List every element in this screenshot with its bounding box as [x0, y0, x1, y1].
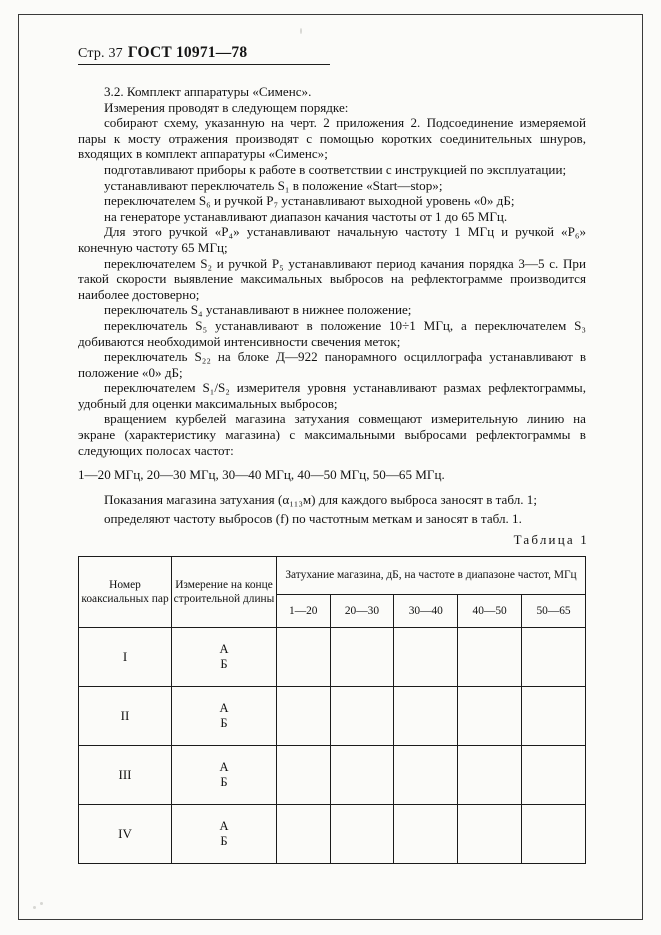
- header-cell-pair-number: Номер коаксиальных пар: [79, 557, 172, 628]
- cell-value-band-5[interactable]: [522, 628, 586, 687]
- header-cell-band-3: 30—40: [394, 594, 458, 627]
- cell-pair-number: II: [79, 687, 172, 746]
- cell-measurement-end: А Б: [172, 805, 277, 864]
- cell-value-band-5[interactable]: [522, 805, 586, 864]
- table-header-row-1: [79, 557, 586, 595]
- cell-value-band-5[interactable]: [522, 746, 586, 805]
- cell-value-band-3[interactable]: [394, 628, 458, 687]
- cell-value-band-4[interactable]: [458, 687, 522, 746]
- cell-value-band-3[interactable]: [394, 746, 458, 805]
- cell-value-band-1[interactable]: [277, 805, 331, 864]
- table-caption: Таблица 1: [513, 532, 589, 547]
- paragraph-17: определяют частоту выбросов (f) по частотным меткам и заносят в табл. 1.: [104, 511, 522, 527]
- page-header: [78, 44, 247, 62]
- cell-value-band-4[interactable]: [458, 628, 522, 687]
- header-cell-band-5: 50—65: [522, 594, 586, 627]
- cell-value-band-1[interactable]: [277, 687, 331, 746]
- page-number-label: Стр. 37: [78, 46, 123, 61]
- cell-value-band-1[interactable]: [277, 746, 331, 805]
- table-row: [79, 687, 586, 746]
- cell-value-band-3[interactable]: [394, 805, 458, 864]
- cell-measurement-end: А Б: [172, 746, 277, 805]
- scan-speck: [40, 902, 43, 905]
- header-rule: [78, 64, 330, 65]
- measurement-table: [78, 556, 586, 864]
- cell-measurement-end: А Б: [172, 687, 277, 746]
- cell-value-band-2[interactable]: [330, 628, 394, 687]
- header-cell-attenuation-group: Затухание магазина, дБ, на частоте в диапазоне частот, МГц: [277, 557, 586, 595]
- scan-speck: [33, 906, 36, 909]
- paragraph-16: Показания магазина затухания (α₁₁₃м) для каждого выброса заносят в табл. 1;: [104, 491, 537, 507]
- cell-value-band-3[interactable]: [394, 687, 458, 746]
- body-text: [78, 84, 586, 527]
- standard-label: ГОСТ 10971—78: [127, 44, 248, 61]
- cell-value-band-2[interactable]: [330, 687, 394, 746]
- cell-pair-number: I: [79, 628, 172, 687]
- paragraph-2: Измерения проводят в следующем порядке:: [104, 99, 349, 115]
- cell-value-band-2[interactable]: [330, 746, 394, 805]
- paragraph-15: 1—20 МГц, 20—30 МГц, 30—40 МГц, 40—50 МГц, 50—65 МГц.: [78, 467, 445, 483]
- header-cell-measurement-end: Измерение на конце строительной длины: [172, 557, 277, 628]
- cell-pair-number: IV: [79, 805, 172, 864]
- scan-speck: [300, 28, 302, 34]
- paragraph-1: 3.2. Комплект аппаратуры «Сименс».: [104, 84, 312, 99]
- paragraph-10: переключатель S₄ устанавливают в нижнее положение;: [104, 302, 412, 318]
- cell-value-band-4[interactable]: [458, 805, 522, 864]
- paragraph-3: собирают схему, указанную на черт. 2 приложения 2. Подсоединение измеряемой пары к мосту отражения производят с помощью коротких соединительных шнуров, входящих в комплект аппаратуры «Сименс»;: [78, 115, 586, 162]
- paragraph-13: переключателем S₁/S₂ измерителя уровня устанавливают размах рефлектограммы, удобный для оценки максимальных выбросов;: [78, 380, 586, 411]
- paragraph-12: переключатель S₂₂ на блоке Д—922 панорамного осциллографа устанавливают в положение «0» дБ;: [78, 349, 586, 380]
- header-cell-band-4: 40—50: [458, 594, 522, 627]
- paragraph-6: переключателем S₆ и ручкой P₇ устанавливают выходной уровень «0» дБ;: [104, 193, 515, 209]
- cell-measurement-end: А Б: [172, 628, 277, 687]
- table-row: [79, 746, 586, 805]
- paragraph-11: переключатель S₅ устанавливают в положение 10÷1 МГц, а переключателем S₃ добиваются необходимой интенсивности свечения меток;: [78, 317, 586, 349]
- paragraph-8: Для этого ручкой «P₄» устанавливают начальную частоту 1 МГц и ручкой «P₆» конечную частоту 65 МГц;: [78, 224, 586, 255]
- paragraph-14: вращением курбелей магазина затухания совмещают измерительную линию на экране (характеристику магазина) с максимальными выбросами рефлектограммы в следующих полосах частот:: [78, 411, 586, 458]
- paragraph-7: на генераторе устанавливают диапазон качания частоты от 1 до 65 МГц.: [104, 208, 508, 224]
- cell-value-band-2[interactable]: [330, 805, 394, 864]
- paragraph-9: переключателем S₂ и ручкой P₅ устанавливают период качания порядка 3—5 с. При такой скорости выявление максимальных выбросов на рефлектограмме производится наиболее достоверно;: [78, 255, 586, 302]
- cell-value-band-1[interactable]: [277, 628, 331, 687]
- header-cell-band-1: 1—20: [277, 594, 331, 627]
- table-row: [79, 628, 586, 687]
- paragraph-4: подготавливают приборы к работе в соответствии с инструкцией по эксплуатации;: [104, 161, 567, 177]
- paragraph-5: устанавливают переключатель S₁ в положение «Start—stop»;: [104, 177, 443, 193]
- table-row: [79, 805, 586, 864]
- header-cell-band-2: 20—30: [330, 594, 394, 627]
- cell-pair-number: III: [79, 746, 172, 805]
- cell-value-band-4[interactable]: [458, 746, 522, 805]
- cell-value-band-5[interactable]: [522, 687, 586, 746]
